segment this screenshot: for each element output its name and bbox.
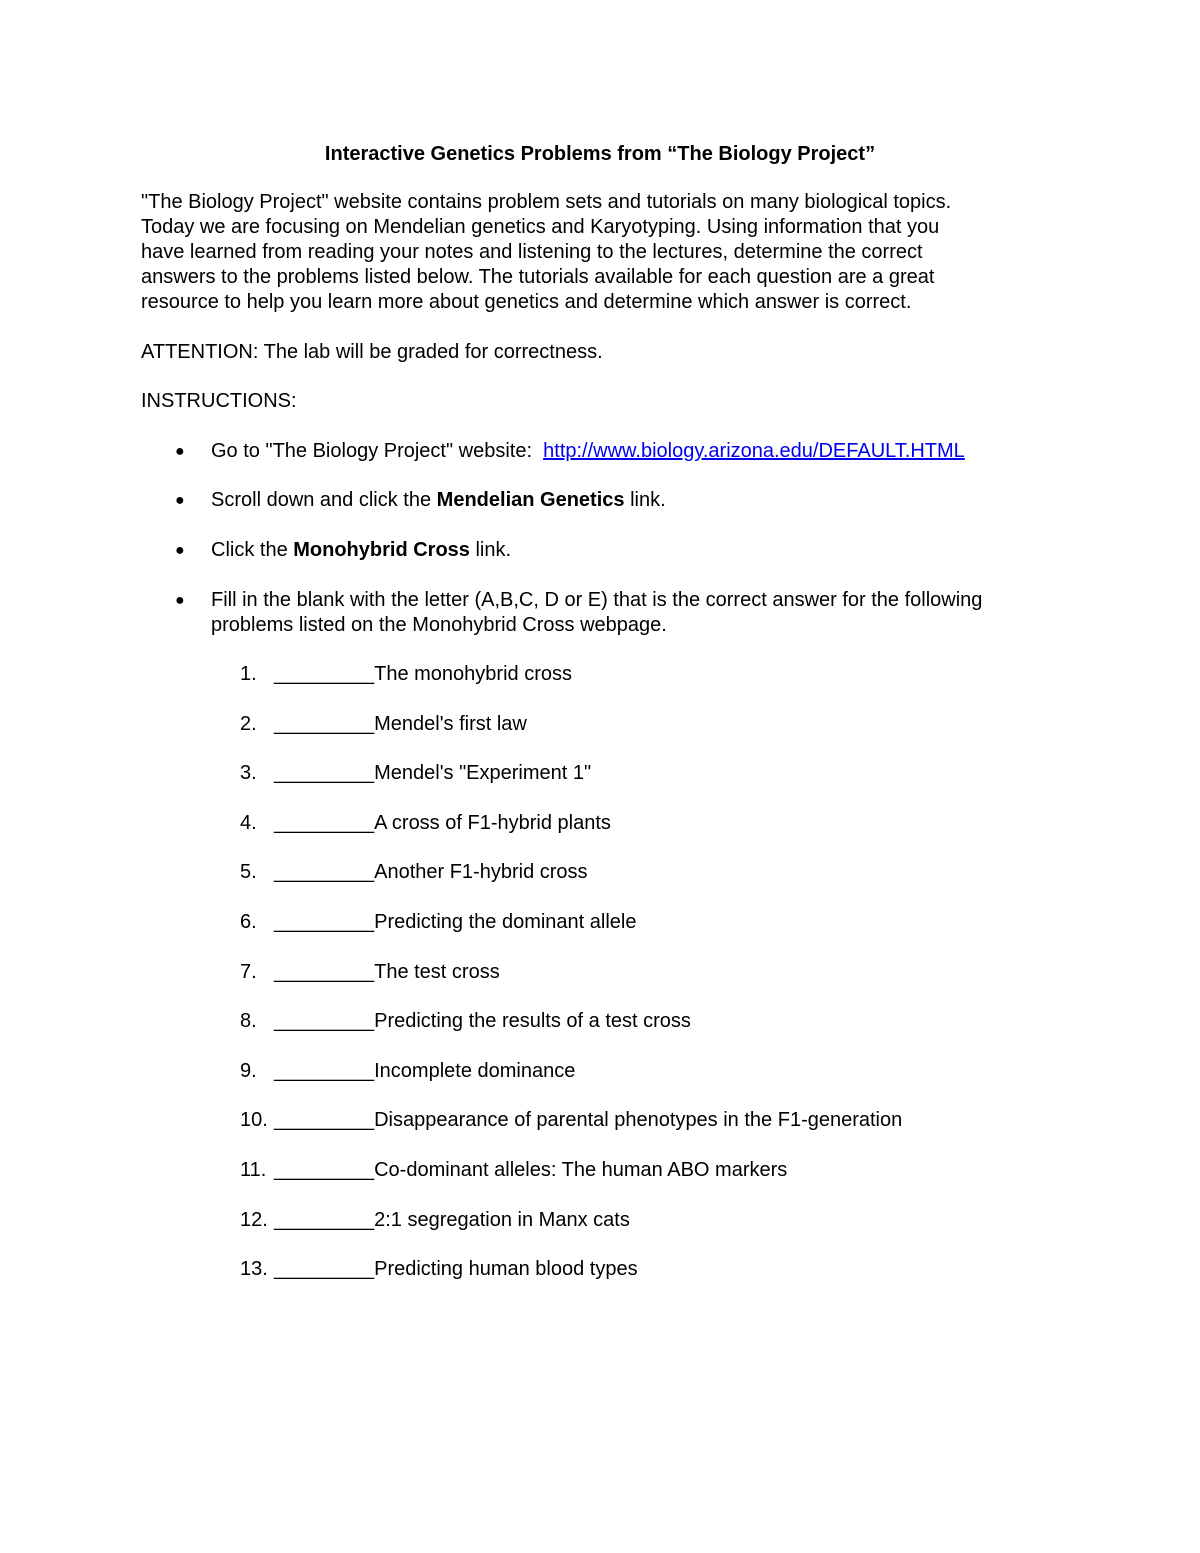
answer-blank[interactable]: _________ [274, 1159, 375, 1181]
question-number: 8. [240, 1010, 257, 1032]
question-number: 7. [240, 961, 257, 983]
bullet-icon: ● [175, 542, 185, 559]
answer-blank[interactable]: _________ [274, 1010, 375, 1032]
intro-line: resource to help you learn more about genetics and determine which answer is correct. [141, 291, 912, 313]
answer-blank[interactable]: _________ [274, 911, 375, 933]
answer-blank[interactable]: _________ [274, 961, 375, 983]
question-item [240, 860, 1040, 885]
question-text: Predicting human blood types [374, 1258, 638, 1280]
answer-blank[interactable]: _________ [274, 762, 375, 784]
question-number: 12. [240, 1209, 268, 1231]
answer-blank[interactable]: _________ [274, 713, 375, 735]
question-item [240, 1059, 1040, 1084]
question-item [240, 960, 1040, 985]
question-item [240, 1208, 1040, 1233]
question-text: Predicting the results of a test cross [374, 1010, 691, 1032]
answer-blank[interactable]: _________ [274, 1258, 375, 1280]
question-number: 13. [240, 1258, 268, 1280]
question-number: 5. [240, 861, 257, 883]
question-number: 9. [240, 1060, 257, 1082]
instructions-heading: INSTRUCTIONS: [141, 390, 297, 412]
question-text: Co-dominant alleles: The human ABO markers [374, 1159, 788, 1181]
bullet-text: Go to "The Biology Project" website: http://www.biology.arizona.edu/DEFAULT.HTML [211, 440, 965, 462]
question-number: 2. [240, 713, 257, 735]
bullet-text: Click the Monohybrid Cross link. [211, 539, 512, 561]
answer-blank[interactable]: _________ [274, 1060, 375, 1082]
question-text: The test cross [374, 961, 500, 983]
question-text: Incomplete dominance [374, 1060, 576, 1082]
question-number: 3. [240, 762, 257, 784]
answer-blank[interactable]: _________ [274, 1209, 375, 1231]
bullet-text: Fill in the blank with the letter (A,B,C, D or E) that is the correct answer for the following problems listed on the Monohybrid Cross webpage. [211, 589, 983, 636]
answer-blank[interactable]: _________ [274, 1109, 375, 1131]
question-text: Mendel's "Experiment 1" [374, 762, 592, 784]
question-item [240, 662, 1040, 687]
document-title: Interactive Genetics Problems from “The Biology Project” [324, 143, 876, 165]
question-item [240, 1257, 1040, 1282]
question-number: 1. [240, 663, 257, 685]
bullet-icon: ● [175, 492, 185, 509]
question-item [240, 1009, 1040, 1034]
question-number: 11. [240, 1159, 267, 1181]
question-item [240, 811, 1040, 836]
question-text: A cross of F1-hybrid plants [374, 812, 611, 834]
question-item [240, 712, 1040, 737]
intro-paragraph [141, 190, 1061, 315]
question-number: 6. [240, 911, 257, 933]
answer-blank[interactable]: _________ [274, 663, 375, 685]
bullet-text: Scroll down and click the Mendelian Genetics link. [211, 489, 666, 511]
answer-blank[interactable]: _________ [274, 812, 375, 834]
intro-line: "The Biology Project" website contains problem sets and tutorials on many biological topics. [141, 191, 952, 213]
question-text: The monohybrid cross [374, 663, 572, 685]
question-item [240, 1158, 1040, 1183]
attention-note: ATTENTION: The lab will be graded for correctness. [141, 341, 603, 363]
biology-project-link[interactable]: http://www.biology.arizona.edu/DEFAULT.HTML [543, 440, 965, 462]
intro-line: Today we are focusing on Mendelian genetics and Karyotyping. Using information that you [141, 216, 940, 238]
question-text: Predicting the dominant allele [374, 911, 637, 933]
bullet-icon: ● [175, 592, 185, 609]
intro-line: have learned from reading your notes and listening to the lectures, determine the correct [141, 241, 923, 263]
question-item [240, 761, 1040, 786]
monohybrid-cross-label: Monohybrid Cross [293, 539, 470, 561]
question-text: Disappearance of parental phenotypes in the F1-generation [374, 1109, 903, 1131]
question-number: 4. [240, 812, 257, 834]
question-item [240, 1108, 1040, 1133]
question-text: Mendel's first law [374, 713, 527, 735]
mendelian-genetics-label: Mendelian Genetics [436, 489, 625, 511]
answer-blank[interactable]: _________ [274, 861, 375, 883]
question-number: 10. [240, 1109, 268, 1131]
intro-line: answers to the problems listed below. The tutorials available for each question are a great [141, 266, 935, 288]
bullet-icon: ● [175, 443, 185, 460]
question-text: 2:1 segregation in Manx cats [374, 1209, 630, 1231]
question-text: Another F1-hybrid cross [374, 861, 588, 883]
question-item [240, 910, 1040, 935]
